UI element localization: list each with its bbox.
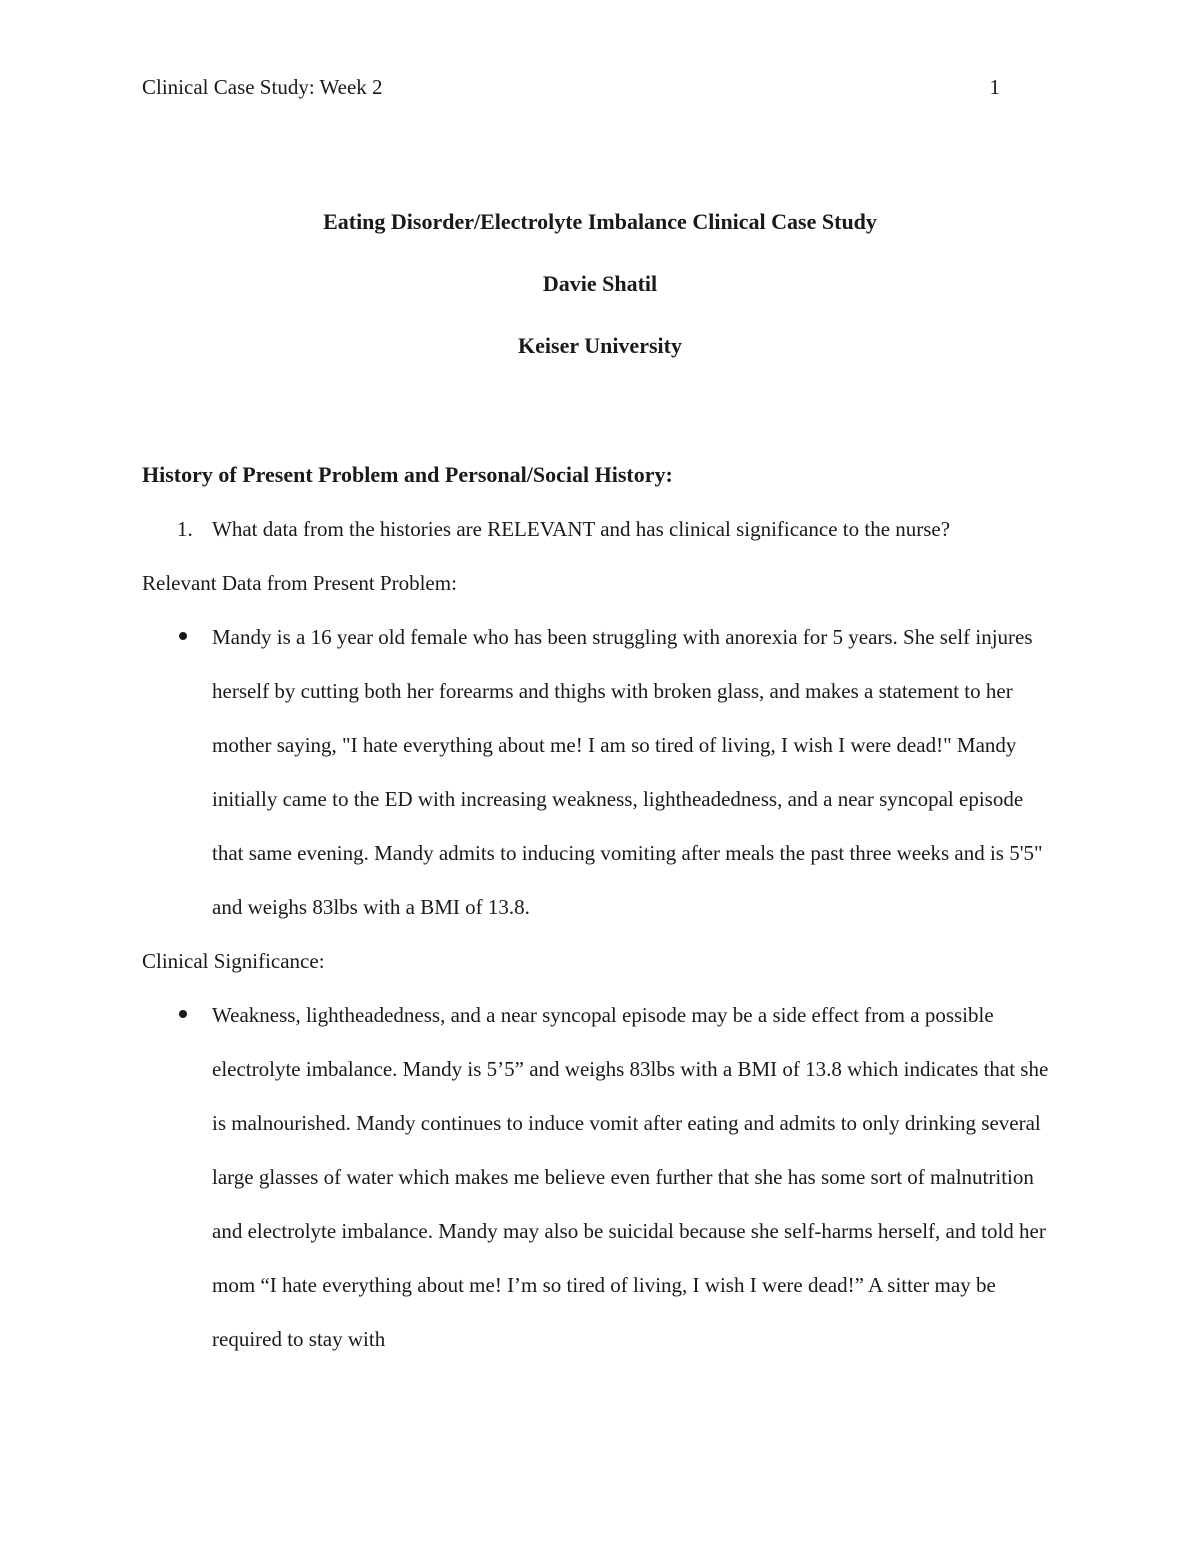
relevant-data-label: Relevant Data from Present Problem: — [142, 571, 457, 595]
clinical-significance-text: Weakness, lightheadedness, and a near syncopal episode may be a side effect from a possible electrolyte imbalance. Mandy is 5’5” and weighs 83lbs with a BMI of 13.8 which indicates that she is malnourished. Mandy continues to induce vomit after eating and admits to only drinking several large glasses of water which makes me believe even further that she has some sort of malnutrition and electrolyte imbalance. Mandy may also be suicidal because she self-harms herself, and told her mom “I hate everything about me! I’m so tired of living, I wish I were dead!” A sitter may be required to stay with — [212, 1003, 1049, 1351]
paper-title: Eating Disorder/Electrolyte Imbalance Clinical Case Study — [323, 209, 877, 234]
question-text: What data from the histories are RELEVANT and has clinical significance to the nurse? — [212, 517, 951, 541]
question-number: 1. — [177, 517, 193, 541]
numbered-question — [142, 512, 1058, 566]
clinical-significance-label: Clinical Significance: — [142, 949, 325, 973]
author-name: Davie Shatil — [542, 271, 658, 296]
running-header — [142, 72, 1004, 102]
clinical-significance-bullet — [142, 988, 1058, 1366]
relevant-data-bullet — [142, 610, 1058, 934]
bullet-icon — [179, 1010, 187, 1018]
institution-name: Keiser University — [518, 333, 682, 358]
body-content — [142, 458, 1058, 1376]
title-block — [142, 205, 1058, 391]
page-number: 1 — [989, 75, 1000, 99]
bullet-icon — [179, 632, 187, 640]
section-heading: History of Present Problem and Personal/Social History: — [142, 462, 673, 487]
running-title: Clinical Case Study: Week 2 — [142, 75, 383, 99]
relevant-data-text: Mandy is a 16 year old female who has been struggling with anorexia for 5 years. She self injures herself by cutting both her forearms and thighs with broken glass, and makes a statement to her mother saying, "I hate everything about me! I am so tired of living, I wish I were dead!" Mandy initially came to the ED with increasing weakness, lightheadedness, and a near syncopal episode that same evening. Mandy admits to inducing vomiting after meals the past three weeks and is 5'5" and weighs 83lbs with a BMI of 13.8. — [212, 625, 1043, 919]
